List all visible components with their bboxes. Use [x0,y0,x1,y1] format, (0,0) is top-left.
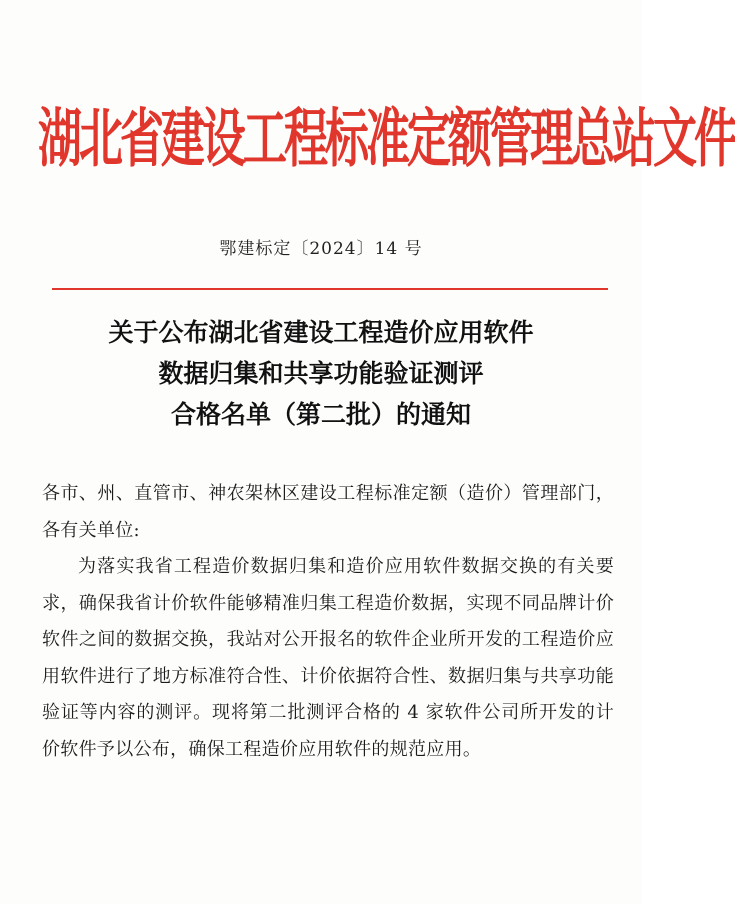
notice-body [42,476,614,768]
masthead-title: 湖北省建设工程标准定额管理总站文件 [38,102,735,177]
body-paragraph: 为落实我省工程造价数据归集和造价应用软件数据交换的有关要求，确保我省计价软件能够精准归集工程造价数据，实现不同品牌计价软件之间的数据交换，我站对公开报名的软件企业所开发的工程造价应用软件进行了地方标准符合性、计价依据符合性、数据归集与共享功能验证等内容的测评。现将第二批测评合格的 4 家软件公司所开发的计价软件予以公布，确保工程造价应用软件的规范应用。 [42,556,614,760]
title-line-2: 数据归集和共享功能验证测评 [158,359,484,388]
notice-title [40,312,602,435]
title-line-1: 关于公布湖北省建设工程造价应用软件 [108,318,534,347]
document-number: 鄂建标定〔2024〕14 号 [219,239,423,259]
title-line-3: 合格名单（第二批）的通知 [170,400,471,429]
red-divider [52,288,608,290]
salutation: 各市、州、直管市、神农架林区建设工程标准定额（造价）管理部门，各有关单位: [42,483,614,541]
